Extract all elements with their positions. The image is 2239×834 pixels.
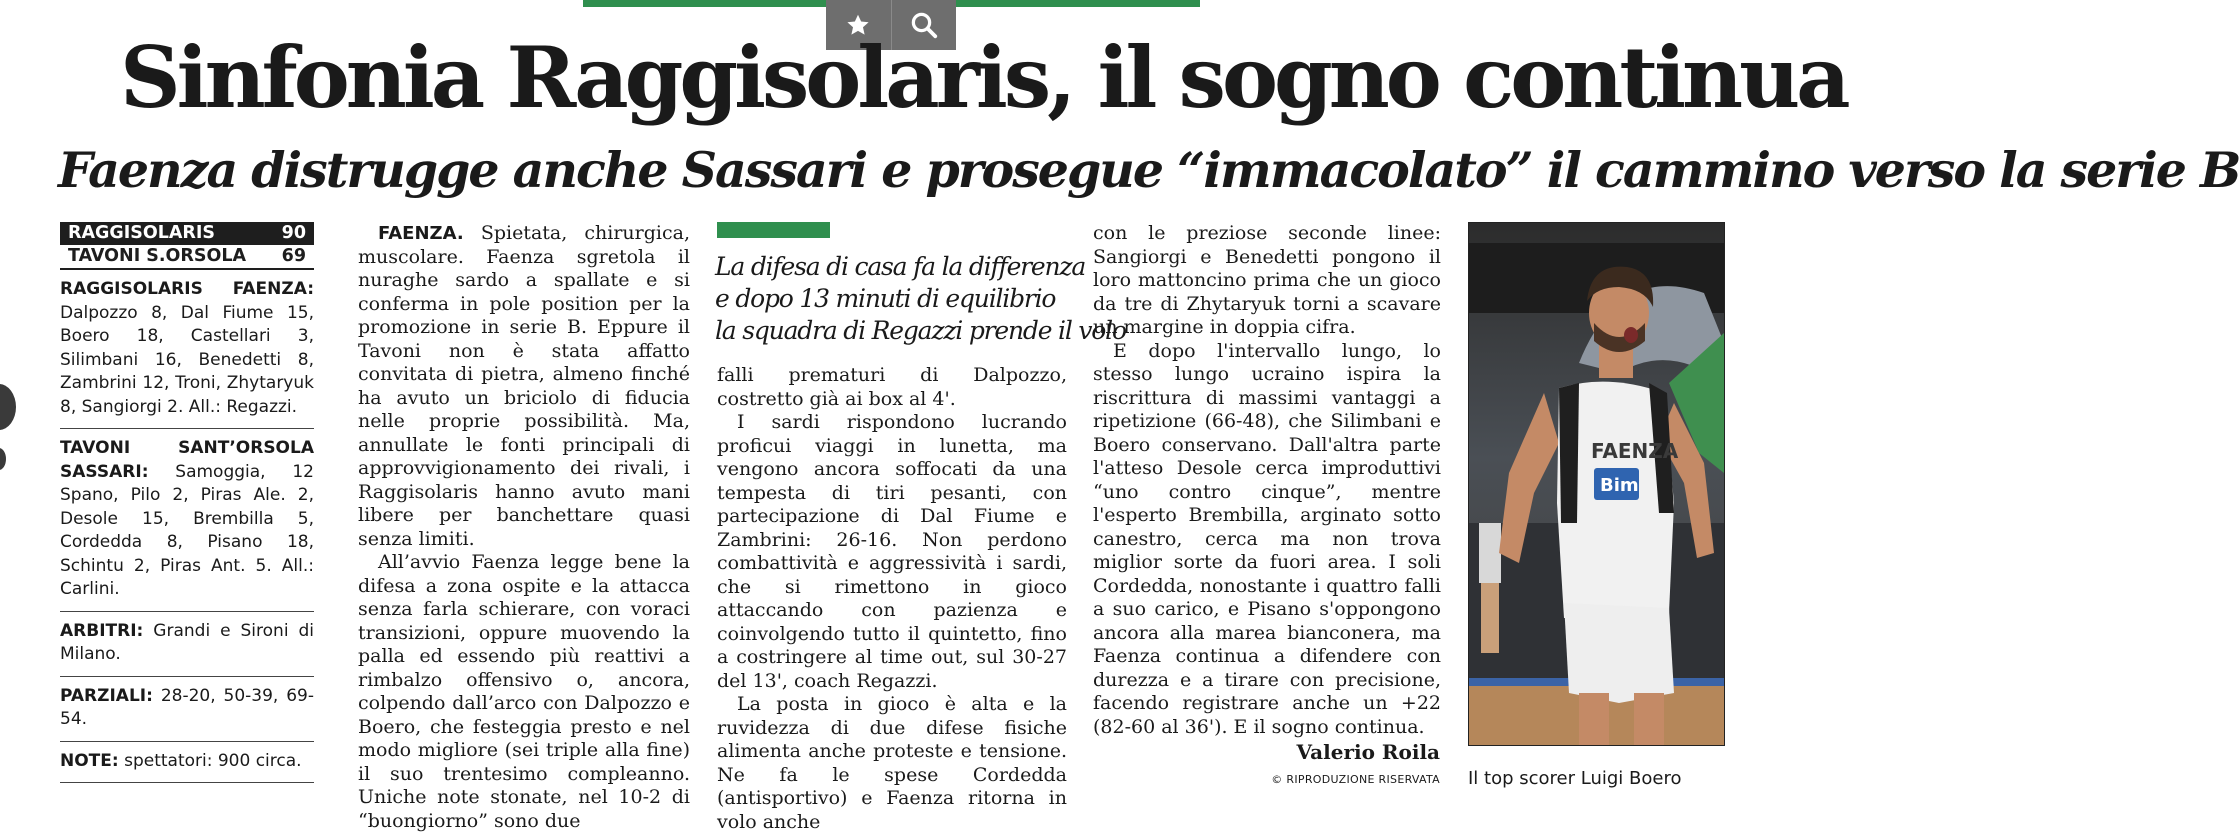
note-text: spettatori: 900 circa.: [124, 750, 302, 771]
sassari-text: Samoggia, 12 Spano, Pilo 2, Piras Ale. 2, Desole 15, Brembilla 5, Cordedda 8, Pisano 18, Schintu 2, Piras Ant. 5. All.: Carlini.: [60, 461, 314, 599]
article-column-1: [358, 222, 690, 833]
player-illustration: [1469, 223, 1724, 745]
away-score: 69: [281, 246, 306, 266]
article-paragraph: con le preziose seconde linee: Sangiorgi e Benedetti pongono il loro mattoncino prima che un gioco da tre di Zhytaryuk torni a scavare un margine in doppia cifra.: [1093, 222, 1441, 338]
sassari-label: TAVONI SANT’ORSOLA SASSARI:: [60, 438, 314, 482]
side-tab[interactable]: [0, 384, 16, 430]
home-team: RAGGISOLARIS: [68, 223, 216, 243]
sponsor-text: Bim: [1600, 475, 1639, 496]
partials: [60, 677, 314, 742]
side-tab-dot: [0, 448, 6, 470]
score-row-away: [60, 245, 314, 270]
article-column-2: [717, 364, 1067, 834]
pull-quote-line: e dopo 13 minuti di equilibrio: [715, 284, 1056, 313]
parziali-label: PARZIALI:: [60, 685, 153, 706]
copyright-notice: © RIPRODUZIONE RISERVATA: [1271, 773, 1440, 786]
score-row-home: [60, 222, 314, 245]
photo-caption: Il top scorer Luigi Boero: [1468, 768, 1682, 789]
referees: [60, 612, 314, 677]
faenza-text: Dalpozzo 8, Dal Fiume 15, Boero 18, Castellari 3, Silimbani 16, Benedetti 8, Zambrini 12, Troni, Zhytaryuk 8, Sangiorgi 2. All.: Regazzi.: [60, 302, 314, 417]
note-label: NOTE:: [60, 750, 119, 771]
jersey-text: FAENZA: [1591, 439, 1679, 463]
dateline: FAENZA.: [378, 223, 464, 244]
subheadline: Faenza distrugge anche Sassari e prosegue “immacolato” il cammino verso la serie B: [58, 141, 2239, 199]
arbitri-text: Grandi e Sironi di Milano.: [60, 620, 314, 664]
pull-quote-marker: [717, 222, 830, 238]
article-paragraph: falli prematuri di Dalpozzo, costretto già ai box al 4'.: [717, 364, 1067, 410]
player-photo: [1468, 222, 1725, 746]
arbitri-label: ARBITRI:: [60, 620, 144, 641]
home-score: 90: [281, 223, 306, 243]
parziali-text: 28-20, 50-39, 69-54.: [60, 685, 314, 729]
article-column-3: [1093, 222, 1441, 739]
away-team: TAVONI S.ORSOLA: [68, 246, 247, 266]
article-paragraph: All’avvio Faenza legge bene la difesa a zona ospite e la attacca senza farla schierare, con voraci transizioni, oppure muovendo la palla ed essendo più reattivi a rimbalzo offensivo o, ancora, colpendo dall’arco con Dalpozzo e Boero, che festeggia presto e nel modo migliore (sei triple alla fine) il suo trentesimo compleanno. Uniche note stonate, nel 10-2 di “buongiorno” sono due: [358, 551, 690, 832]
pull-quote-line: La difesa di casa fa la differenza: [715, 252, 1086, 281]
article-paragraph: FAENZA. Spietata, chirurgica, muscolare. Faenza sgretola il nuraghe sardo a spallate e si conferma in pole position per la promozione in serie B. Eppure il Tavoni non è stata affatto convitata di pietra, almeno finché ha avuto un briciolo di fiducia nelle proprie possibilità. Ma, annullate le fonti principali di approvvigionamento dei rivali, i Raggisolaris hanno avuto mani libere per banchettare quasi senza limiti.: [358, 222, 690, 550]
faenza-lineup: [60, 270, 314, 429]
box-score: [60, 222, 314, 783]
pull-quote-line: la squadra di Regazzi prende il volo: [715, 316, 1126, 345]
author-byline: Valerio Roila: [1296, 740, 1440, 764]
faenza-label: RAGGISOLARIS FAENZA:: [60, 279, 314, 299]
sassari-lineup: [60, 429, 314, 612]
notes: [60, 742, 314, 784]
article-paragraph: La posta in gioco è alta e la ruvidezza di due difese fisiche alimenta anche proteste e tensione. Ne fa le spese Cordedda (antisportivo) e Faenza ritorna in volo anche: [717, 693, 1067, 833]
article-paragraph: E dopo l'intervallo lungo, lo stesso lungo ucraino ispira la riscrittura di massimi vantaggi a ripetizione (66-48), che Silimbani e Boero conservano. Dall'altra parte l'atteso Desole cerca improduttivi “uno contro cinque”, mentre l'esperto Brembilla, arginato sotto canestro, cerca ma non trova miglior sorte da fuori area. I soli Cordedda, nonostante i quattro falli a suo carico, e Pisano s'oppongono ancora alla marea bianconera, ma Faenza continua a difendere con durezza e a tirare con precisione, facendo registrare anche un +22 (82-60 al 36'). E il sogno continua.: [1093, 339, 1441, 738]
headline: Sinfonia Raggisolaris, il sogno continua: [120, 28, 1847, 127]
pull-quote: [715, 251, 1126, 347]
article-paragraph: I sardi rispondono lucrando proficui viaggi in lunetta, ma vengono ancora soffocati da una tempesta di tiri pesanti, con partecipazione di Dal Fiume e Zambrini: 26-16. Non perdono combattività e aggressività i sardi, che si rimettono in gioco attaccando con pazienza e coinvolgendo tutto il quintetto, fino a costringere al time out, sul 30-27 del 13', coach Regazzi.: [717, 411, 1067, 692]
